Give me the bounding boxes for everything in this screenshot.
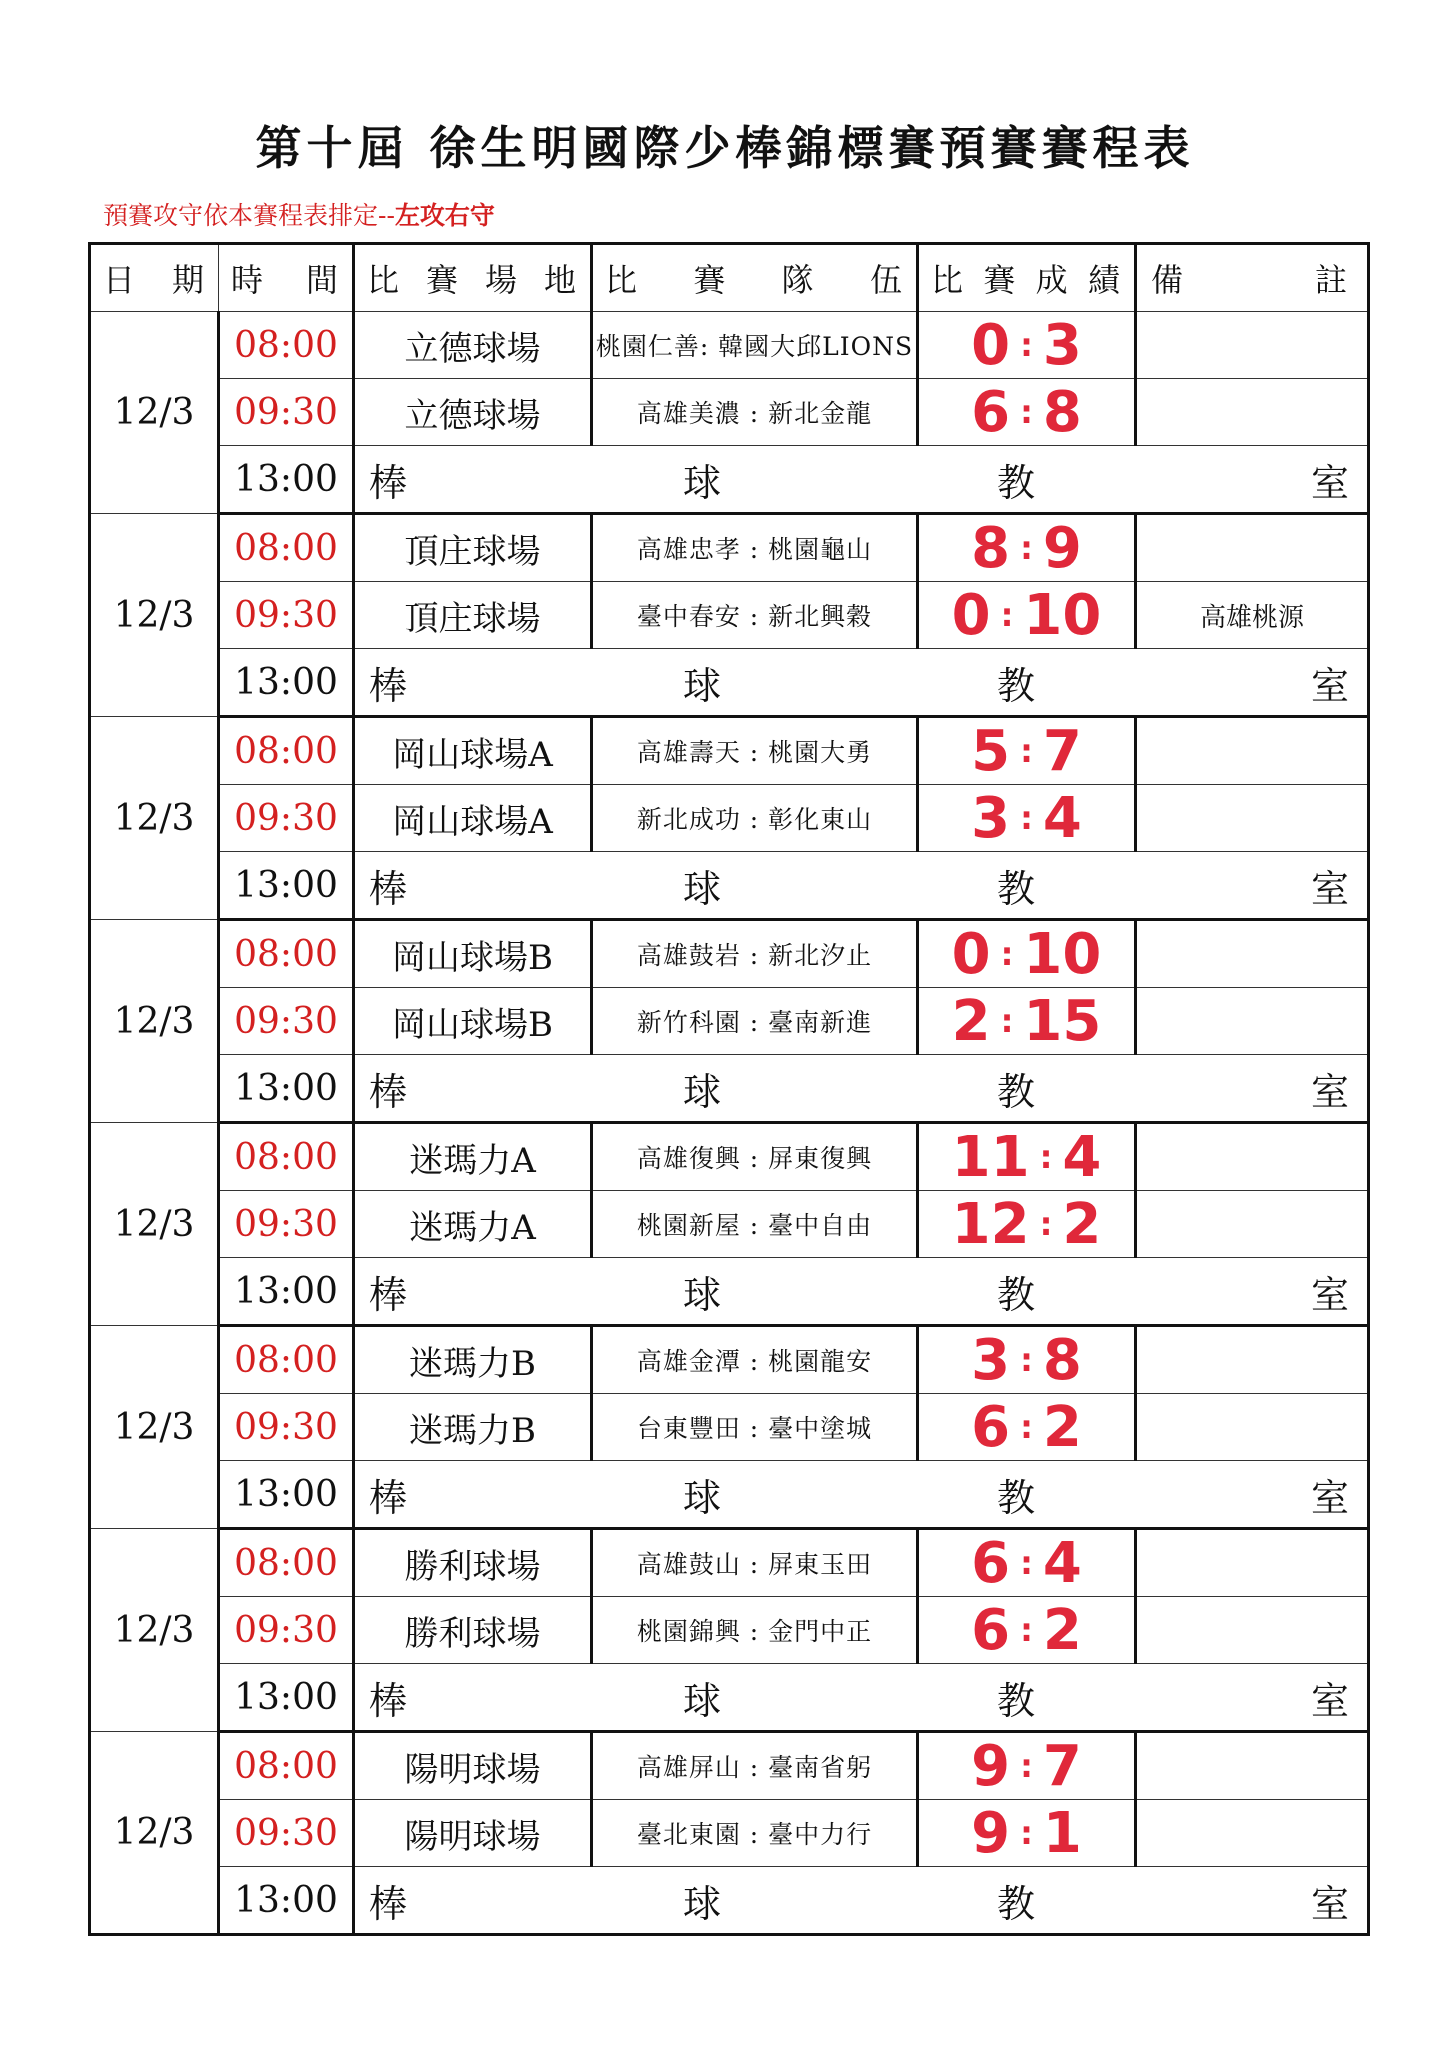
baseball-class-char: 棒 [369,1475,408,1520]
field-cell: 迷瑪力B [354,1326,592,1394]
score-home: 0 [951,921,991,987]
score-cell [918,1529,1136,1597]
game-row [90,785,1369,852]
score-cell [918,1732,1136,1800]
score-home: 5 [971,718,1011,784]
baseball-class-char: 棒 [369,1272,408,1317]
field-cell: 岡山球場B [354,920,592,988]
break-row [90,1461,1369,1529]
score-away: 4 [1042,1530,1082,1596]
baseball-class-char: 室 [1310,866,1349,911]
break-time-cell: 13:00 [219,1664,354,1732]
game-row [90,1394,1369,1461]
note-cell: 高雄桃源 [1136,582,1369,649]
time-cell: 09:30 [219,582,354,649]
baseball-class-char: 室 [1310,1069,1349,1114]
teams-cell: 高雄美濃 : 新北金龍 [592,379,918,446]
field-cell: 頂庄球場 [354,582,592,649]
teams-cell: 桃園錦興 : 金門中正 [592,1597,918,1664]
score-cell [918,785,1136,852]
field-cell: 立德球場 [354,312,592,379]
baseball-class-char: 棒 [369,460,408,505]
score-home: 12 [951,1191,1030,1257]
note-cell [1136,785,1369,852]
score-away: 10 [1023,582,1102,648]
game-row [90,717,1369,785]
field-cell: 立德球場 [354,379,592,446]
teams-cell: 新竹科園 : 臺南新進 [592,988,918,1055]
score-cell [918,920,1136,988]
game-row [90,1326,1369,1394]
field-cell: 頂庄球場 [354,514,592,582]
subtitle-emphasis: 左攻右守 [394,201,495,230]
score-cell [918,988,1136,1055]
header-teams: 比 賽 隊 伍 [592,244,918,312]
baseball-class-char: 棒 [369,1678,408,1723]
baseball-class-char: 教 [996,1881,1035,1926]
note-cell [1136,717,1369,785]
break-row [90,1664,1369,1732]
baseball-class-char: 球 [682,663,721,708]
score-separator: : [1000,934,1014,973]
teams-cell: 臺中春安 : 新北興穀 [592,582,918,649]
baseball-class-cell [354,1055,1369,1123]
baseball-class-cell [354,852,1369,920]
score-home: 6 [971,1394,1011,1460]
score-away: 10 [1023,921,1102,987]
game-row [90,379,1369,446]
time-cell: 08:00 [219,1732,354,1800]
score-home: 11 [951,1124,1030,1190]
time-cell: 09:30 [219,1597,354,1664]
score-separator: : [1020,1813,1033,1852]
score-separator: : [1000,1001,1014,1040]
field-cell: 陽明球場 [354,1800,592,1867]
teams-cell: 高雄鼓山 : 屏東玉田 [592,1529,918,1597]
baseball-class-char: 教 [996,1475,1035,1520]
game-row [90,1123,1369,1191]
field-cell: 迷瑪力A [354,1191,592,1258]
field-cell: 迷瑪力A [354,1123,592,1191]
game-row [90,514,1369,582]
score-separator: : [1020,731,1033,770]
header-row [90,244,1369,312]
game-row [90,920,1369,988]
score-home: 9 [971,1800,1011,1866]
field-cell: 勝利球場 [354,1529,592,1597]
baseball-class-char: 室 [1310,663,1349,708]
baseball-class-char: 球 [682,1069,721,1114]
field-cell: 岡山球場A [354,785,592,852]
teams-cell: 高雄屏山 : 臺南省躬 [592,1732,918,1800]
note-cell [1136,1394,1369,1461]
note-cell [1136,1597,1369,1664]
score-separator: : [1039,1204,1053,1243]
break-row [90,1055,1369,1123]
score-separator: : [1000,595,1014,634]
time-cell: 08:00 [219,717,354,785]
score-cell [918,582,1136,649]
score-separator: : [1020,1543,1033,1582]
score-separator: : [1020,325,1033,364]
score-home: 9 [971,1733,1011,1799]
teams-cell: 臺北東園 : 臺中力行 [592,1800,918,1867]
score-home: 2 [951,988,991,1054]
note-cell [1136,1191,1369,1258]
field-cell: 岡山球場A [354,717,592,785]
baseball-class-char: 球 [682,1475,721,1520]
score-away: 2 [1042,1394,1082,1460]
game-row [90,582,1369,649]
score-separator: : [1020,1407,1033,1446]
score-cell [918,1326,1136,1394]
header-date: 日 期 [90,244,219,312]
baseball-class-char: 教 [996,1069,1035,1114]
score-home: 3 [971,785,1011,851]
time-cell: 08:00 [219,514,354,582]
break-row [90,852,1369,920]
break-time-cell: 13:00 [219,1461,354,1529]
break-row [90,446,1369,514]
baseball-class-char: 棒 [369,1069,408,1114]
baseball-class-char: 室 [1310,1881,1349,1926]
score-away: 7 [1042,1733,1082,1799]
score-away: 7 [1042,718,1082,784]
baseball-class-char: 教 [996,1272,1035,1317]
time-cell: 08:00 [219,312,354,379]
field-cell: 迷瑪力B [354,1394,592,1461]
note-cell [1136,1732,1369,1800]
time-cell: 09:30 [219,1800,354,1867]
game-row [90,1597,1369,1664]
baseball-class-char: 教 [996,1678,1035,1723]
score-away: 9 [1042,515,1082,581]
baseball-class-char: 室 [1310,1678,1349,1723]
time-cell: 09:30 [219,785,354,852]
note-cell [1136,514,1369,582]
header-time: 時 間 [219,244,354,312]
baseball-class-cell [354,1867,1369,1935]
baseball-class-char: 球 [682,1678,721,1723]
baseball-class-char: 球 [682,1272,721,1317]
schedule-body [90,312,1369,1935]
break-time-cell: 13:00 [219,446,354,514]
game-row [90,1732,1369,1800]
game-row [90,1800,1369,1867]
score-home: 6 [971,1530,1011,1596]
score-separator: : [1020,392,1033,431]
score-separator: : [1039,1137,1053,1176]
schedule-table [88,242,1370,1936]
note-cell [1136,1123,1369,1191]
score-cell [918,312,1136,379]
date-cell: 12/3 [90,1123,219,1326]
score-home: 3 [971,1327,1011,1393]
time-cell: 08:00 [219,920,354,988]
score-home: 6 [971,379,1011,445]
note-cell [1136,1529,1369,1597]
break-time-cell: 13:00 [219,852,354,920]
baseball-class-char: 球 [682,1881,721,1926]
score-cell [918,1800,1136,1867]
header-note: 備 註 [1136,244,1369,312]
score-separator: : [1020,1746,1033,1785]
note-cell [1136,920,1369,988]
score-home: 0 [951,582,991,648]
note-cell [1136,312,1369,379]
field-cell: 岡山球場B [354,988,592,1055]
note-cell [1136,988,1369,1055]
time-cell: 08:00 [219,1123,354,1191]
baseball-class-char: 室 [1310,1475,1349,1520]
break-row [90,649,1369,717]
score-away: 8 [1042,1327,1082,1393]
score-away: 2 [1062,1191,1102,1257]
baseball-class-cell [354,1258,1369,1326]
score-cell [918,514,1136,582]
note-cell [1136,1800,1369,1867]
break-time-cell: 13:00 [219,649,354,717]
date-cell: 12/3 [90,920,219,1123]
score-cell [918,717,1136,785]
score-away: 4 [1042,785,1082,851]
page-subtitle [103,196,495,232]
header-field: 比 賽 場 地 [354,244,592,312]
time-cell: 08:00 [219,1326,354,1394]
teams-cell: 高雄鼓岩 : 新北汐止 [592,920,918,988]
score-home: 6 [971,1597,1011,1663]
score-separator: : [1020,528,1033,567]
teams-cell: 新北成功 : 彰化東山 [592,785,918,852]
score-away: 15 [1023,988,1102,1054]
date-cell: 12/3 [90,1732,219,1935]
baseball-class-char: 棒 [369,663,408,708]
baseball-class-char: 教 [996,663,1035,708]
baseball-class-cell [354,446,1369,514]
baseball-class-cell [354,649,1369,717]
break-row [90,1867,1369,1935]
break-time-cell: 13:00 [219,1867,354,1935]
game-row [90,1529,1369,1597]
note-cell [1136,1326,1369,1394]
baseball-class-char: 球 [682,460,721,505]
baseball-class-char: 教 [996,460,1035,505]
baseball-class-char: 室 [1310,460,1349,505]
score-cell [918,1597,1136,1664]
teams-cell: 高雄忠孝 : 桃園龜山 [592,514,918,582]
score-separator: : [1020,1610,1033,1649]
note-cell [1136,379,1369,446]
date-cell: 12/3 [90,312,219,514]
baseball-class-cell [354,1664,1369,1732]
game-row [90,1191,1369,1258]
break-row [90,1258,1369,1326]
score-cell [918,1394,1136,1461]
score-home: 8 [971,515,1011,581]
teams-cell: 桃園新屋 : 臺中自由 [592,1191,918,1258]
baseball-class-char: 室 [1310,1272,1349,1317]
page-title: 第十屆 徐生明國際少棒錦標賽預賽賽程表 [255,121,1195,175]
score-cell [918,1191,1136,1258]
baseball-class-char: 教 [996,866,1035,911]
baseball-class-char: 棒 [369,866,408,911]
teams-cell: 高雄復興 : 屏東復興 [592,1123,918,1191]
time-cell: 08:00 [219,1529,354,1597]
time-cell: 09:30 [219,1394,354,1461]
field-cell: 陽明球場 [354,1732,592,1800]
field-cell: 勝利球場 [354,1597,592,1664]
game-row [90,988,1369,1055]
time-cell: 09:30 [219,379,354,446]
baseball-class-char: 棒 [369,1881,408,1926]
header-score: 比 賽 成 績 [918,244,1136,312]
break-time-cell: 13:00 [219,1055,354,1123]
teams-cell: 桃園仁善: 韓國大邱LIONS [592,312,918,379]
date-cell: 12/3 [90,514,219,717]
date-cell: 12/3 [90,717,219,920]
break-time-cell: 13:00 [219,1258,354,1326]
date-cell: 12/3 [90,1529,219,1732]
score-cell [918,379,1136,446]
score-away: 1 [1042,1800,1082,1866]
time-cell: 09:30 [219,1191,354,1258]
teams-cell: 台東豐田 : 臺中塗城 [592,1394,918,1461]
score-away: 3 [1042,312,1082,378]
baseball-class-char: 球 [682,866,721,911]
teams-cell: 高雄壽天 : 桃園大勇 [592,717,918,785]
baseball-class-cell [354,1461,1369,1529]
teams-cell: 高雄金潭 : 桃園龍安 [592,1326,918,1394]
time-cell: 09:30 [219,988,354,1055]
score-away: 2 [1042,1597,1082,1663]
score-cell [918,1123,1136,1191]
date-cell: 12/3 [90,1326,219,1529]
score-away: 8 [1042,379,1082,445]
score-home: 0 [971,312,1011,378]
score-separator: : [1020,1340,1033,1379]
score-separator: : [1020,798,1033,837]
game-row [90,312,1369,379]
subtitle-main: 預賽攻守依本賽程表排定-- [103,201,395,230]
score-away: 4 [1062,1124,1102,1190]
